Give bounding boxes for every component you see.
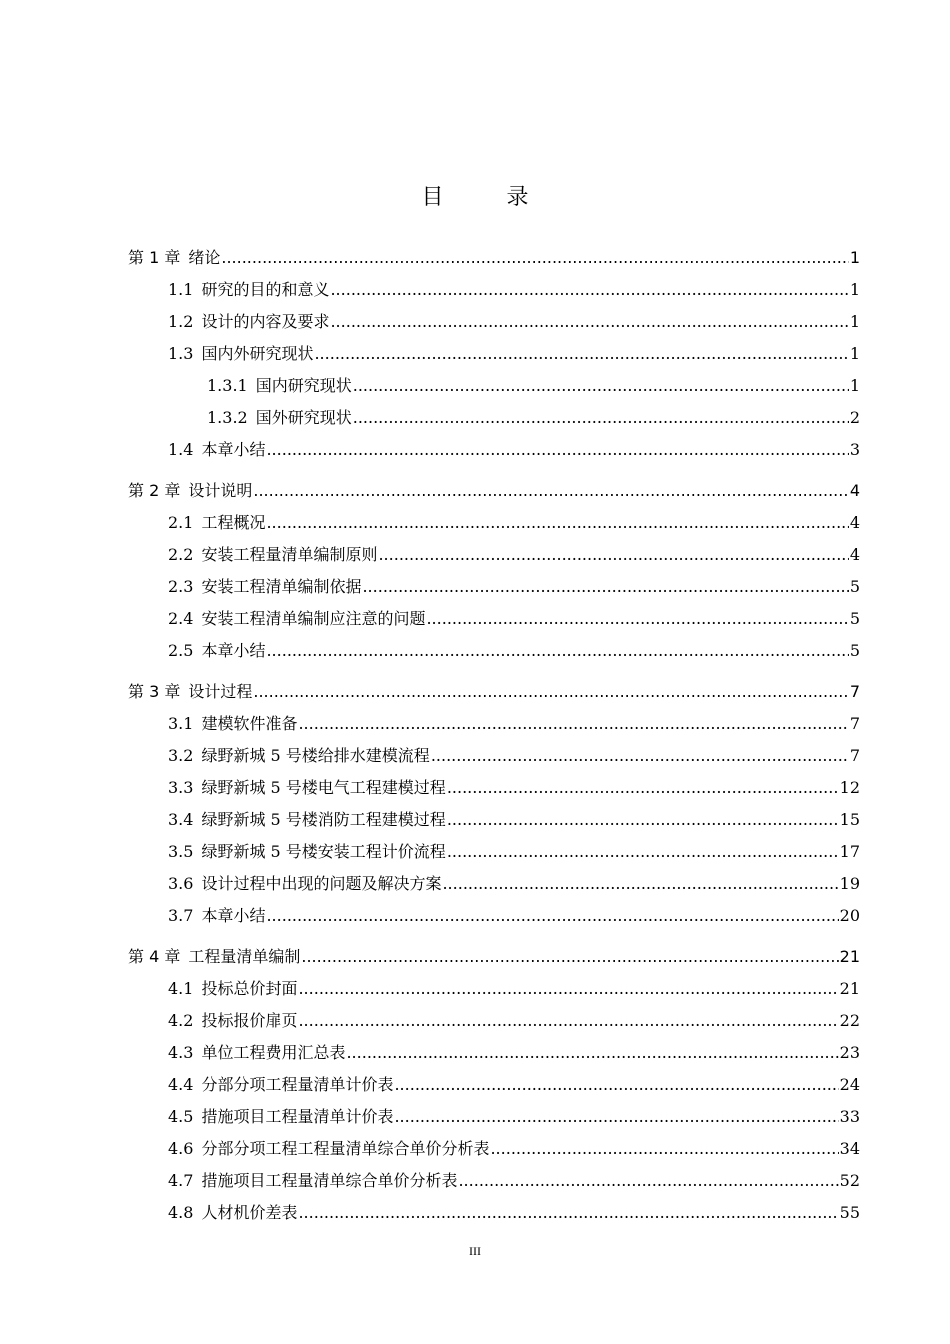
toc-chapter-entry[interactable] — [128, 941, 860, 973]
toc-section-entry[interactable] — [128, 1101, 860, 1133]
toc-entry-label — [168, 306, 329, 338]
toc-leader-dots — [266, 635, 848, 667]
toc-entry-label — [168, 635, 265, 667]
toc-entry-number: 4.4 — [168, 1075, 194, 1094]
toc-entry-label — [168, 507, 265, 539]
toc-page-number: 4 — [849, 481, 860, 500]
toc-leader-dots — [353, 402, 849, 434]
toc-section-entry[interactable] — [128, 1037, 860, 1069]
toc-entry-title: 人材机价差表 — [201, 1203, 298, 1222]
toc-page-number: 22 — [839, 1011, 860, 1030]
toc-leader-dots — [298, 1005, 838, 1037]
toc-entry-number: 第 1 章 — [128, 248, 181, 267]
toc-entry-number: 第 3 章 — [128, 682, 181, 701]
toc-entry-number: 3.2 — [168, 746, 194, 765]
toc-page-number: 5 — [849, 577, 860, 596]
toc-entry-label — [168, 1005, 297, 1037]
toc-leader-dots — [298, 708, 848, 740]
toc-page-number: 21 — [839, 979, 860, 998]
toc-leader-dots — [253, 475, 848, 507]
toc-page-number: 23 — [839, 1043, 860, 1062]
toc-section-entry[interactable] — [128, 868, 860, 900]
toc-page-number: 24 — [839, 1075, 860, 1094]
toc-entry-number: 第 4 章 — [128, 947, 181, 966]
toc-section-entry[interactable] — [128, 708, 860, 740]
toc-entry-label — [128, 475, 252, 507]
toc-section-entry[interactable] — [128, 1069, 860, 1101]
toc-entry-title: 绿野新城 5 号楼安装工程计价流程 — [201, 842, 446, 861]
toc-entry-number: 第 2 章 — [128, 481, 181, 500]
toc-section-entry[interactable] — [128, 434, 860, 466]
toc-entry-label — [168, 1133, 489, 1165]
toc-page-number: 3 — [849, 440, 860, 459]
toc-page-number: 1 — [849, 248, 860, 267]
toc-leader-dots — [298, 973, 838, 1005]
toc-section-entry[interactable] — [128, 571, 860, 603]
toc-entry-title: 分部分项工程工程量清单综合单价分析表 — [201, 1139, 490, 1158]
toc-entry-number: 2.1 — [168, 513, 194, 532]
toc-entry-title: 本章小结 — [201, 641, 266, 660]
toc-page-number: 1 — [849, 376, 860, 395]
toc-entry-label — [168, 434, 265, 466]
toc-page-number: 4 — [849, 513, 860, 532]
toc-entry-number: 4.7 — [168, 1171, 194, 1190]
toc-section-entry[interactable] — [128, 900, 860, 932]
toc-entry-title: 工程量清单编制 — [188, 947, 301, 966]
toc-entry-title: 绪论 — [188, 248, 221, 267]
toc-entry-label — [168, 708, 297, 740]
toc-entry-number: 1.1 — [168, 280, 194, 299]
toc-entry-number: 3.3 — [168, 778, 194, 797]
toc-section-entry[interactable] — [128, 740, 860, 772]
toc-entry-label — [168, 603, 425, 635]
toc-entry-label — [168, 539, 377, 571]
toc-entry-label — [168, 1101, 393, 1133]
toc-subsection-entry[interactable] — [128, 402, 860, 434]
toc-entry-label — [168, 900, 265, 932]
toc-entry-number: 3.1 — [168, 714, 194, 733]
toc-leader-dots — [394, 1101, 838, 1133]
toc-leader-dots — [298, 1197, 838, 1229]
toc-entry-label — [168, 1197, 297, 1229]
toc-entry-label — [168, 772, 446, 804]
toc-leader-dots — [266, 900, 838, 932]
page-number-footer: III — [469, 1244, 481, 1258]
toc-leader-dots — [447, 836, 839, 868]
toc-entry-title: 本章小结 — [201, 906, 266, 925]
toc-entry-title: 安装工程量清单编制原则 — [201, 545, 378, 564]
toc-page-number: 17 — [839, 842, 860, 861]
toc-entry-title: 设计说明 — [188, 481, 253, 500]
toc-entry-title: 研究的目的和意义 — [201, 280, 330, 299]
toc-entry-label — [207, 402, 352, 434]
toc-entry-number: 1.4 — [168, 440, 194, 459]
toc-page-number: 7 — [849, 682, 860, 701]
toc-section-entry[interactable] — [128, 1165, 860, 1197]
toc-leader-dots — [362, 571, 848, 603]
toc-page-number: 21 — [839, 947, 860, 966]
toc-entry-number: 4.8 — [168, 1203, 194, 1222]
toc-leader-dots — [431, 740, 849, 772]
toc-page-number: 55 — [839, 1203, 860, 1222]
toc-leader-dots — [253, 676, 848, 708]
toc-leader-dots — [394, 1069, 838, 1101]
toc-entry-number: 1.3.1 — [207, 376, 248, 395]
toc-leader-dots — [447, 772, 839, 804]
toc-entry-title: 安装工程清单编制依据 — [201, 577, 362, 596]
toc-page-number: 2 — [849, 408, 860, 427]
toc-section-entry[interactable] — [128, 772, 860, 804]
toc-leader-dots — [301, 941, 838, 973]
toc-page-number: 5 — [849, 609, 860, 628]
toc-entry-label — [128, 676, 252, 708]
toc-entry-title: 绿野新城 5 号楼消防工程建模过程 — [201, 810, 446, 829]
toc-entry-label — [128, 941, 300, 973]
toc-chapter-entry[interactable] — [128, 475, 860, 507]
toc-page-number: 1 — [849, 344, 860, 363]
toc-entry-title: 国内外研究现状 — [201, 344, 314, 363]
toc-entry-label — [168, 1069, 393, 1101]
toc-page-number: 1 — [849, 312, 860, 331]
toc-page-number: 52 — [839, 1171, 860, 1190]
toc-entry-number: 2.3 — [168, 577, 194, 596]
toc-entry-title: 分部分项工程量清单计价表 — [201, 1075, 394, 1094]
toc-page-number: 12 — [839, 778, 860, 797]
toc-entry-label — [168, 1165, 457, 1197]
page-title: 目 录 — [421, 185, 557, 210]
toc-entry-label — [168, 338, 313, 370]
toc-page-number: 15 — [839, 810, 860, 829]
toc-entry-title: 建模软件准备 — [201, 714, 298, 733]
toc-entry-label — [128, 242, 220, 274]
toc-entry-title: 绿野新城 5 号楼给排水建模流程 — [201, 746, 430, 765]
toc-page-number: 33 — [839, 1107, 860, 1126]
toc-section-entry[interactable] — [128, 507, 860, 539]
toc-entry-number: 1.3 — [168, 344, 194, 363]
toc-entry-number: 3.7 — [168, 906, 194, 925]
toc-leader-dots — [314, 338, 848, 370]
toc-entry-number: 4.3 — [168, 1043, 194, 1062]
toc-leader-dots — [426, 603, 848, 635]
toc-entry-number: 4.2 — [168, 1011, 194, 1030]
toc-entry-title: 工程概况 — [201, 513, 266, 532]
toc-leader-dots — [378, 539, 848, 571]
toc-entry-label — [168, 740, 430, 772]
toc-entry-label — [207, 370, 352, 402]
toc-entry-number: 3.5 — [168, 842, 194, 861]
toc-entry-title: 国外研究现状 — [255, 408, 352, 427]
toc-entry-title: 安装工程清单编制应注意的问题 — [201, 609, 426, 628]
toc-leader-dots — [447, 804, 839, 836]
toc-page-number: 1 — [849, 280, 860, 299]
toc-section-entry[interactable] — [128, 1005, 860, 1037]
toc-chapter-entry[interactable] — [128, 676, 860, 708]
toc-entry-title: 设计过程 — [188, 682, 253, 701]
toc-leader-dots — [353, 370, 849, 402]
toc-leader-dots — [330, 306, 848, 338]
toc-entry-title: 国内研究现状 — [255, 376, 352, 395]
toc-entry-number: 4.1 — [168, 979, 194, 998]
toc-entry-number: 4.5 — [168, 1107, 194, 1126]
toc-entry-number: 1.3.2 — [207, 408, 248, 427]
toc-entry-title: 单位工程费用汇总表 — [201, 1043, 346, 1062]
toc-leader-dots — [221, 242, 848, 274]
toc-section-entry[interactable] — [128, 1197, 860, 1229]
toc-leader-dots — [458, 1165, 838, 1197]
toc-entry-number: 3.4 — [168, 810, 194, 829]
toc-entry-title: 措施项目工程量清单计价表 — [201, 1107, 394, 1126]
toc-entry-number: 4.6 — [168, 1139, 194, 1158]
toc-chapter-entry[interactable] — [128, 242, 860, 274]
toc-entry-title: 设计的内容及要求 — [201, 312, 330, 331]
toc-entry-label — [168, 571, 361, 603]
toc-entry-label — [168, 836, 446, 868]
toc-page-number: 5 — [849, 641, 860, 660]
toc-leader-dots — [266, 434, 848, 466]
table-of-contents — [128, 242, 860, 1229]
toc-leader-dots — [442, 868, 838, 900]
toc-entry-title: 设计过程中出现的问题及解决方案 — [201, 874, 442, 893]
toc-entry-title: 投标总价封面 — [201, 979, 298, 998]
toc-page-number: 20 — [839, 906, 860, 925]
toc-entry-label — [168, 868, 441, 900]
toc-subsection-entry[interactable] — [128, 370, 860, 402]
toc-entry-title: 投标报价扉页 — [201, 1011, 298, 1030]
toc-leader-dots — [490, 1133, 838, 1165]
toc-page-number: 7 — [849, 714, 860, 733]
toc-section-entry[interactable] — [128, 635, 860, 667]
toc-section-entry[interactable] — [128, 836, 860, 868]
toc-section-entry[interactable] — [128, 306, 860, 338]
toc-entry-number: 3.6 — [168, 874, 194, 893]
toc-leader-dots — [346, 1037, 838, 1069]
toc-entry-label — [168, 1037, 345, 1069]
toc-entry-number: 2.2 — [168, 545, 194, 564]
toc-page-number: 19 — [839, 874, 860, 893]
toc-section-entry[interactable] — [128, 338, 860, 370]
toc-section-entry[interactable] — [128, 274, 860, 306]
toc-entry-label — [168, 973, 297, 1005]
toc-section-entry[interactable] — [128, 973, 860, 1005]
toc-page-number: 4 — [849, 545, 860, 564]
toc-leader-dots — [330, 274, 848, 306]
toc-section-entry[interactable] — [128, 603, 860, 635]
toc-entry-number: 1.2 — [168, 312, 194, 331]
toc-page-number: 7 — [849, 746, 860, 765]
toc-leader-dots — [266, 507, 848, 539]
toc-entry-number: 2.4 — [168, 609, 194, 628]
toc-entry-title: 本章小结 — [201, 440, 266, 459]
toc-entry-number: 2.5 — [168, 641, 194, 660]
toc-entry-title: 绿野新城 5 号楼电气工程建模过程 — [201, 778, 446, 797]
toc-section-entry[interactable] — [128, 539, 860, 571]
toc-section-entry[interactable] — [128, 1133, 860, 1165]
toc-section-entry[interactable] — [128, 804, 860, 836]
toc-entry-title: 措施项目工程量清单综合单价分析表 — [201, 1171, 458, 1190]
toc-entry-label — [168, 804, 446, 836]
toc-page-number: 34 — [839, 1139, 860, 1158]
toc-entry-label — [168, 274, 329, 306]
